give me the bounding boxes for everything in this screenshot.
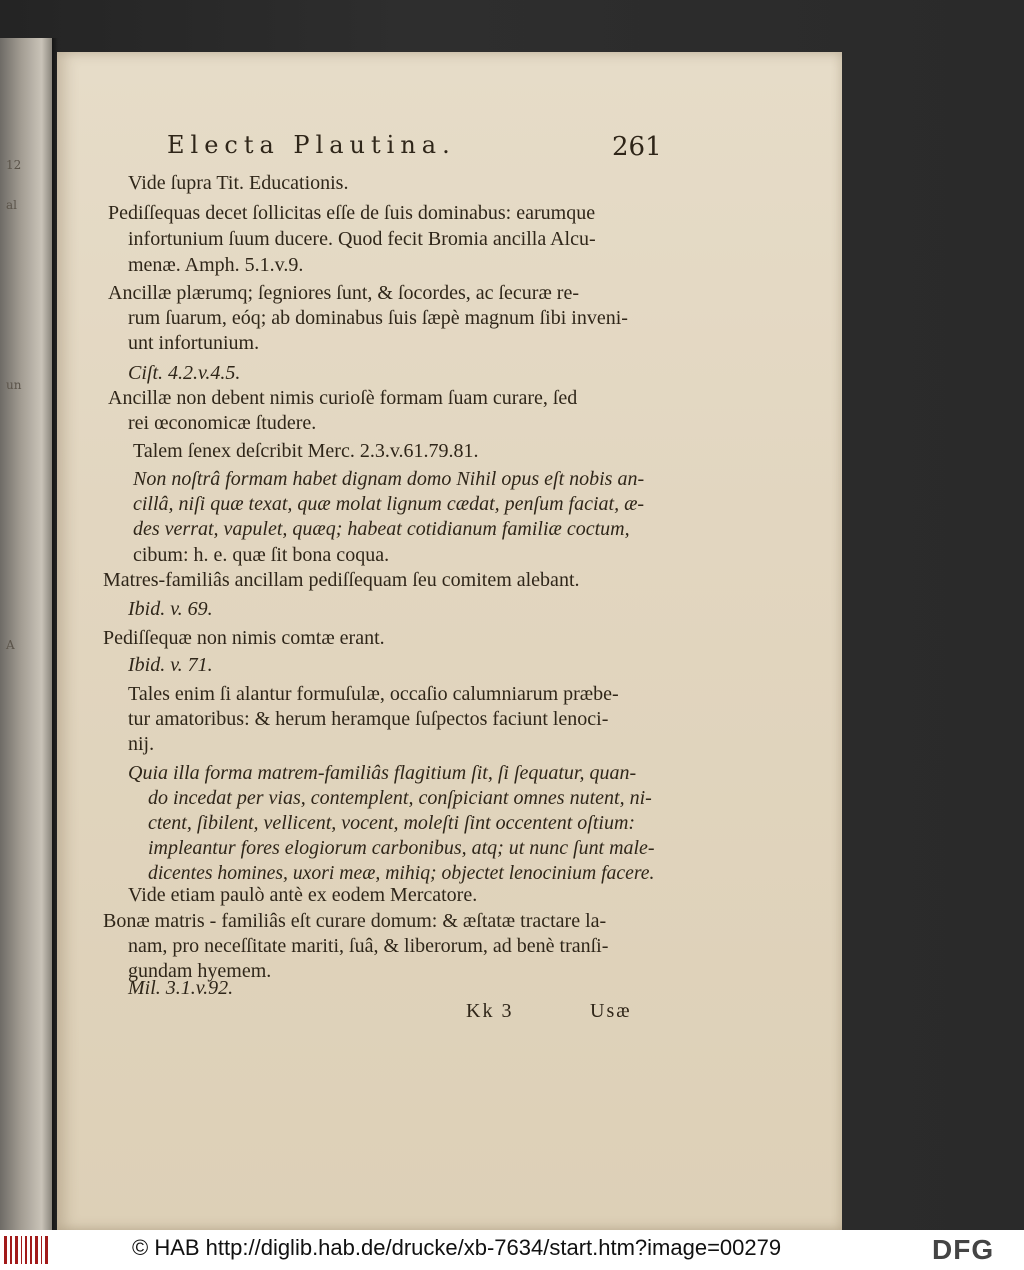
previous-page-edge	[0, 38, 52, 1230]
text-line: des verrat, vapulet, quæq; habeat cotidianum familiæ coctum,	[133, 518, 630, 540]
text-line: Vide etiam paulò antè ex eodem Mercatore.	[128, 884, 478, 906]
signature-mark: Kk 3	[466, 1000, 514, 1022]
edge-mark: 12	[6, 158, 22, 172]
text-line: tur amatoribus: & herum heramque ſuſpectos faciunt lenoci-	[128, 708, 609, 730]
text-line: gundam hyemem.	[128, 960, 272, 982]
text-line: nij.	[128, 733, 155, 755]
text-line: infortunium ſuum ducere. Quod fecit Bromia ancilla Alcu-	[128, 228, 596, 250]
text-line: nam, pro neceſſitate mariti, ſuâ, & liberorum, ad benè tranſi-	[128, 935, 609, 957]
text-line: Non noſtrâ formam habet dignam domo Nihil opus eſt nobis an-	[133, 468, 645, 490]
text-line: Quia illa forma matrem-familiâs flagitium ſit, ſi ſequatur, quan-	[128, 762, 637, 784]
footer-bar	[0, 1230, 1024, 1270]
text-line: unt infortunium.	[128, 332, 260, 354]
edge-mark: un	[6, 378, 22, 392]
page-number: 261	[612, 132, 662, 162]
text-line: Ibid. v. 69.	[128, 598, 213, 620]
text-line: Ancillæ non debent nimis curioſè formam ſuam curare, ſed	[108, 387, 578, 409]
text-line: Tales enim ſi alantur formuſulæ, occaſio calumniarum præbe-	[128, 683, 619, 705]
text-line: Pediſſequæ non nimis comtæ erant.	[103, 627, 385, 649]
text-line: Matres-familiâs ancillam pediſſequam ſeu comitem alebant.	[103, 569, 580, 591]
edge-mark: al	[6, 198, 17, 212]
text-line: menæ. Amph. 5.1.v.9.	[128, 254, 304, 276]
text-line: ctent, ſibilent, vellicent, vocent, moleſti ſint occentent oſtium:	[148, 812, 636, 834]
text-line: Ciſt. 4.2.v.4.5.	[128, 362, 241, 384]
edge-mark: A	[6, 638, 15, 652]
text-line: cibum: h. e. quæ ſit bona coqua.	[133, 544, 390, 566]
text-line: rei œconomicæ ſtudere.	[128, 412, 317, 434]
text-line: Mil. 3.1.v.92.	[128, 977, 234, 999]
text-line: Ibid. v. 71.	[128, 654, 213, 676]
copyright-url[interactable]: © HAB http://diglib.hab.de/drucke/xb-7634/start.htm?image=00279	[132, 1235, 782, 1260]
text-line: rum ſuarum, eóq; ab dominabus ſuis ſæpè magnum ſibi inveni-	[128, 307, 628, 329]
text-line: Bonæ matris - familiâs eſt curare domum: & æſtatæ tractare la-	[103, 910, 607, 932]
text-line: do incedat per vias, contemplent, conſpiciant omnes nutent, ni-	[148, 787, 652, 809]
catchword: Usæ	[590, 1000, 632, 1022]
running-head: Electa Plautina.	[167, 131, 456, 159]
text-line: Vide ſupra Tit. Educationis.	[128, 172, 349, 194]
text-line: Pediſſequas decet ſollicitas eſſe de ſuis dominabus: earumque	[108, 202, 596, 224]
text-line: dicentes homines, uxori meæ, mihiq; objectet lenocinium facere.	[148, 862, 655, 884]
text-line: cillâ, niſi quæ texat, quæ molat lignum cædat, penſum faciat, æ-	[133, 493, 645, 515]
text-line: Ancillæ plærumq; ſegniores ſunt, & ſocordes, ac ſecuræ re-	[108, 282, 579, 304]
dfg-logo: DFG	[932, 1234, 995, 1265]
text-line: impleantur fores elogiorum carbonibus, atq; ut nunc ſunt male-	[148, 837, 655, 859]
hab-barcode-logo-icon	[4, 1236, 48, 1264]
text-line: Talem ſenex deſcribit Merc. 2.3.v.61.79.81.	[133, 440, 479, 462]
